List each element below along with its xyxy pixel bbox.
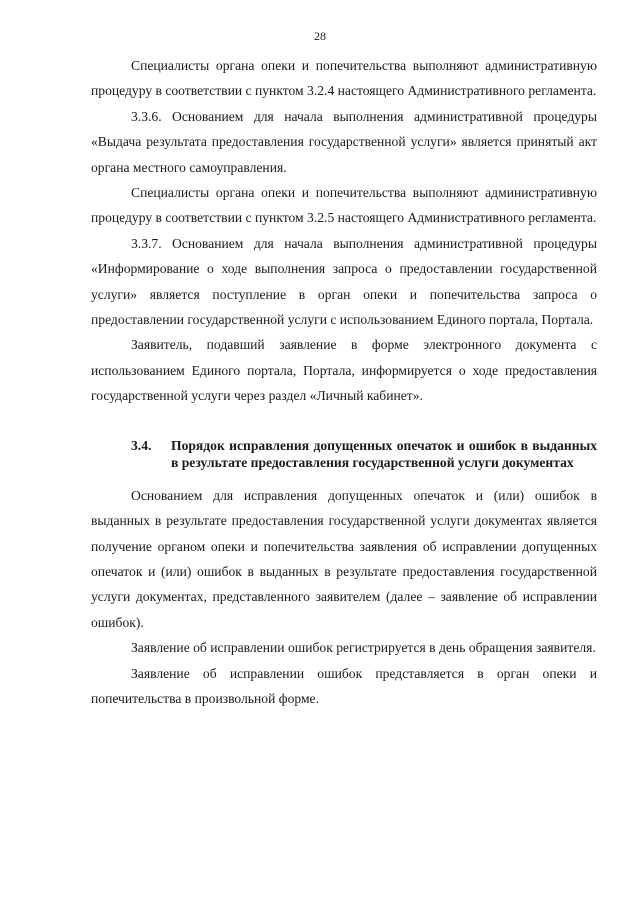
- document-body: [91, 53, 597, 711]
- paragraph: Заявление об исправлении ошибок регистрируется в день обращения заявителя.: [131, 640, 596, 656]
- paragraph: Специалисты органа опеки и попечительства выполняют административную процедуру в соответствии с пунктом 3.2.4 настоящего Административного регламента.: [91, 58, 597, 99]
- paragraph: Заявитель, подавший заявление в форме электронного документа с использованием Единого портала, Портала, информируется о ходе предоставления государственной услуги через раздел «Личный кабинет».: [91, 337, 597, 404]
- section-number: 3.4.: [131, 437, 152, 453]
- page-number: 28: [314, 29, 326, 43]
- section-title: Порядок исправления допущенных опечаток и ошибок в выданных в результате предоставления государственной услуги документах: [171, 437, 597, 470]
- paragraph: Заявление об исправлении ошибок представляется в орган опеки и попечительства в произвольной форме.: [91, 665, 597, 706]
- paragraph: 3.3.7. Основанием для начала выполнения административной процедуры «Информирование о ходе выполнения запроса о предоставлении государственной услуги» является поступление в орган опеки и попечительства запроса о предоставлении государственной услуги с использованием Единого портала, Портала.: [91, 235, 597, 328]
- paragraph: 3.3.6. Основанием для начала выполнения административной процедуры «Выдача результата предоставления государственной услуги» является принятый акт органа местного самоуправления.: [91, 108, 597, 175]
- section-heading: [91, 437, 597, 471]
- paragraph: Основанием для исправления допущенных опечаток и (или) ошибок в выданных в результате предоставления государственной услуги документах является получение органом опеки и попечительства заявления об исправлении допущенных опечаток и (или) ошибок в выданных в результате предоставления государственной услуги документах, представленного заявителем (далее – заявление об исправлении ошибок).: [91, 487, 597, 630]
- paragraph: Специалисты органа опеки и попечительства выполняют административную процедуру в соответствии с пунктом 3.2.5 настоящего Административного регламента.: [91, 185, 597, 226]
